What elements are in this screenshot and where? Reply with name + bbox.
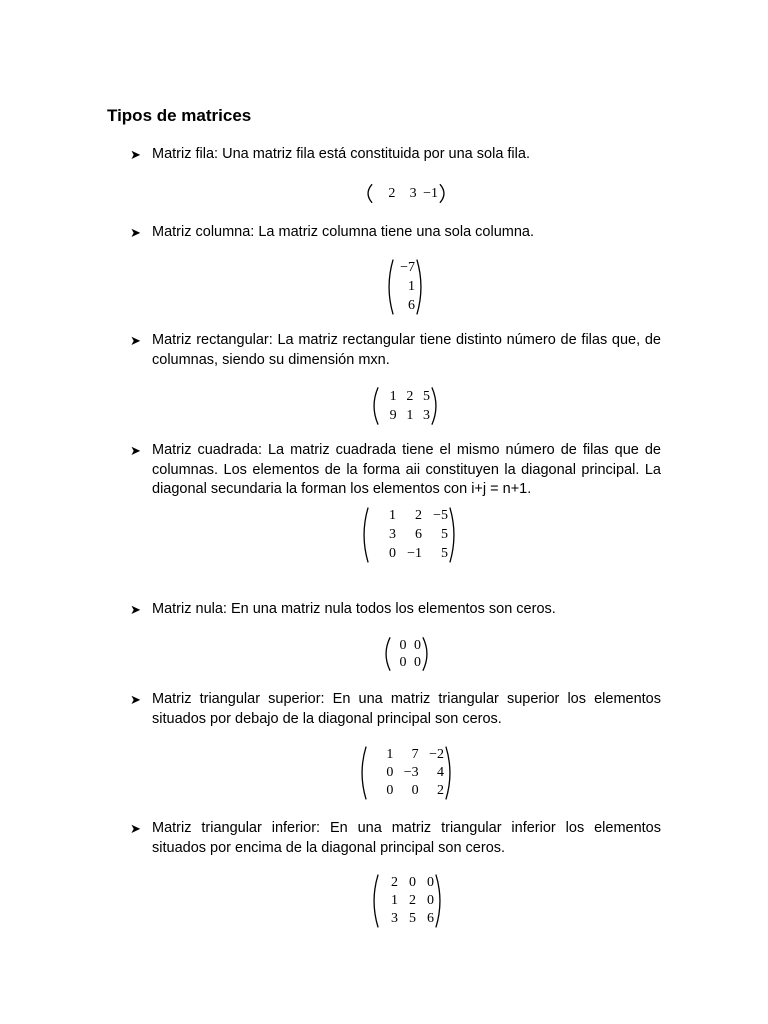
matrix-cell: 0 [386, 765, 394, 780]
matrix-grid [368, 746, 444, 800]
matrix-grid [374, 184, 438, 203]
right-paren-icon [422, 637, 431, 671]
matrix-cell: 4 [437, 765, 444, 780]
matrix-cell: 3 [389, 526, 396, 542]
matrix-cell: −2 [429, 747, 444, 762]
page-title: Tipos de matrices [107, 106, 252, 125]
matrix-cell: 1 [389, 508, 396, 524]
matrix-cell: −7 [400, 260, 415, 276]
matrix-cell: 1 [406, 407, 414, 423]
arrow-bullet-icon: ➤ [130, 333, 141, 348]
arrow-bullet-icon: ➤ [130, 602, 141, 617]
matrix-cell: −1 [407, 545, 422, 561]
bullet-text: Matriz nula: En una matriz nula todos los elementos son ceros. [152, 601, 556, 617]
bullet-text: Matriz triangular inferior: En una matriz triangular inferior los elementos situados por encima de la diagonal principal son ceros. [152, 820, 661, 856]
left-paren-icon [370, 874, 379, 928]
left-paren-icon [382, 637, 391, 671]
matrix-cell: 1 [389, 388, 397, 404]
list-item-matriz-rectangular [130, 331, 661, 370]
right-paren-icon [431, 387, 440, 425]
matrix-cell: 0 [411, 783, 419, 798]
list-item-matriz-triangular-superior [130, 690, 661, 729]
bullet-text: Matriz triangular superior: En una matriz triangular superior los elementos situados por debajo de la diagonal principal son ceros. [152, 691, 661, 727]
left-paren-icon [358, 746, 367, 800]
matrix-cell: 9 [389, 407, 397, 423]
arrow-bullet-icon: ➤ [130, 443, 141, 458]
matrix-cell: 0 [386, 783, 394, 798]
matrix-cell: 0 [427, 893, 434, 908]
matrix-cell: 3 [391, 911, 398, 926]
matrix-cell: 0 [414, 654, 421, 670]
matrix-cell: 2 [437, 783, 444, 798]
matrix-grid [370, 507, 448, 563]
right-paren-icon [416, 259, 425, 315]
bullet-text: Matriz cuadrada: La matriz cuadrada tiene el mismo número de filas que de columnas. Los elementos de la forma aii constituyen la diagonal principal. La diagonal secundaria la forman los elementos con i+j = n+1. [152, 442, 661, 497]
matrix-cell: 1 [391, 893, 398, 908]
right-paren-icon [449, 507, 458, 563]
left-paren-icon [370, 387, 379, 425]
matrix-cell: −1 [423, 185, 438, 201]
matrix-cell: −3 [403, 765, 419, 780]
matrix-cell: 2 [406, 388, 414, 404]
matrix-cell: 3 [422, 407, 430, 423]
left-paren-icon [385, 259, 394, 315]
matrix-cell: 3 [409, 185, 417, 201]
matrix-cell: 1 [408, 278, 415, 294]
list-item-matriz-nula [130, 600, 661, 620]
matrix-cell: −5 [433, 508, 448, 524]
matrix-rectangular [370, 387, 440, 425]
matrix-nula [382, 637, 431, 671]
arrow-bullet-icon: ➤ [130, 147, 141, 162]
matrix-cuadrada [360, 507, 458, 563]
matrix-cell: 5 [441, 545, 448, 561]
arrow-bullet-icon: ➤ [130, 692, 141, 707]
matrix-cell: 6 [427, 911, 434, 926]
right-paren-icon [439, 184, 448, 203]
bullet-text: Matriz columna: La matriz columna tiene una sola columna. [152, 224, 535, 240]
matrix-triangular-superior [358, 746, 454, 800]
matrix-cell: 5 [409, 911, 416, 926]
matrix-cell: 2 [391, 875, 398, 890]
list-item-matriz-columna [130, 223, 661, 243]
list-item-matriz-triangular-inferior [130, 819, 661, 858]
right-paren-icon [445, 746, 454, 800]
matrix-cell: 5 [422, 388, 430, 404]
matrix-cell: 0 [427, 875, 434, 890]
matrix-cell: 2 [415, 508, 422, 524]
matrix-cell: 2 [388, 185, 396, 201]
arrow-bullet-icon: ➤ [130, 821, 141, 836]
arrow-bullet-icon: ➤ [130, 225, 141, 240]
matrix-cell: 0 [409, 875, 416, 890]
matrix-grid [380, 387, 430, 425]
right-paren-icon [435, 874, 444, 928]
matrix-cell: 1 [386, 747, 394, 762]
bullet-text: Matriz rectangular: La matriz rectangular tiene distinto número de filas que, de columnas, siendo su dimensión mxn. [152, 332, 661, 368]
matrix-grid [380, 874, 434, 928]
matrix-cell: 0 [414, 637, 421, 653]
list-item-matriz-cuadrada [130, 441, 661, 500]
bullet-text: Matriz fila: Una matriz fila está constituida por una sola fila. [152, 146, 530, 162]
matrix-cell: 5 [441, 526, 448, 542]
matrix-cell: 0 [399, 637, 407, 653]
left-paren-icon [360, 507, 369, 563]
matrix-triangular-inferior [370, 874, 444, 928]
matrix-cell: 2 [409, 893, 416, 908]
matrix-cell: 6 [415, 526, 422, 542]
matrix-grid [395, 259, 415, 315]
matrix-cell: 6 [408, 297, 415, 313]
matrix-columna [385, 259, 425, 315]
matrix-cell: 0 [389, 545, 396, 561]
list-item-matriz-fila [130, 145, 661, 165]
matrix-grid [392, 637, 421, 671]
left-paren-icon [364, 184, 373, 203]
matrix-fila [364, 184, 448, 203]
matrix-cell: 7 [411, 747, 419, 762]
matrix-cell: 0 [399, 654, 407, 670]
